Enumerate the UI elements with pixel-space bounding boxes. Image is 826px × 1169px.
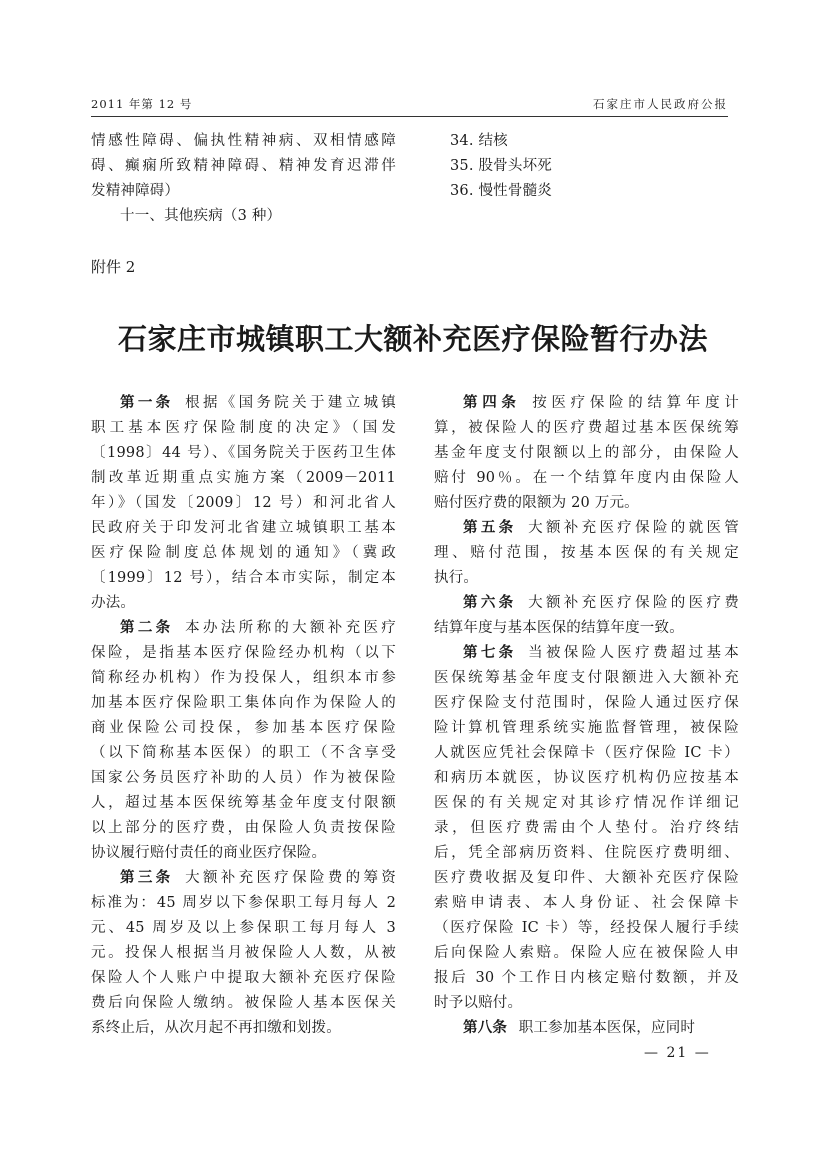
text-line: 时予以赔付。 [434, 995, 523, 1011]
text-line: 协议履行赔付责任的商业医疗保险。 [91, 845, 327, 861]
article-heading: 第四条 [463, 395, 521, 411]
text-line: 医疗保险支付范围时，保险人通过医疗保 [434, 695, 739, 711]
text-line: 录，但医疗费需由个人垫付。治疗终结 [434, 820, 739, 836]
text-line: 基金年度支付限额以上的部分，由保险人 [434, 445, 739, 461]
page-number: — 21 — [644, 1045, 711, 1061]
top-left-continuation [91, 129, 396, 229]
article-heading: 第七条 [463, 645, 517, 661]
text-line: 国家公务员医疗补助的人员）作为被保险 [91, 770, 396, 786]
article-paragraph [91, 391, 396, 616]
text-line [91, 866, 396, 891]
text-line: 〔1999〕12 号），结合本市实际，制定本 [91, 570, 396, 586]
list-item: 36. 慢性骨髓炎 [450, 183, 552, 199]
text-line: 医疗保险制度总体规划的通知》（冀政 [91, 545, 396, 561]
text-line [434, 516, 739, 541]
text-line: 系终止后，从次月起不再扣缴和划拨。 [91, 1020, 341, 1036]
attachment-label: 附件 2 [91, 258, 136, 276]
article-heading: 第二条 [120, 620, 174, 636]
article-paragraph [434, 391, 739, 516]
text-line: 碍、癫痫所致精神障碍、精神发育迟滞伴 [91, 158, 396, 174]
text-line [434, 1016, 739, 1041]
text-line: 职工基本医疗保险制度的决定》（国发 [91, 420, 396, 436]
text-line: 制改革近期重点实施方案（2009－2011 [91, 470, 396, 486]
text-line: 赔付医疗费的限额为 20 万元。 [434, 495, 639, 511]
text-line: （医疗保险 IC 卡）等，经投保人履行手续 [434, 920, 739, 936]
list-item: 34. 结核 [450, 133, 508, 149]
article-text: 本办法所称的大额补充医疗 [185, 620, 396, 636]
list-item: 35. 股骨头坏死 [450, 158, 552, 174]
right-column [434, 391, 739, 1041]
issue-label: 2011 年第 12 号 [91, 97, 193, 111]
text-line: 商业保险公司投保，参加基本医疗保险 [91, 720, 396, 736]
text-line: 简称经办机构）作为投保人，组织本市参 [91, 670, 396, 686]
article-text: 当被保险人医疗费超过基本 [528, 645, 739, 661]
text-line: 人就医应凭社会保障卡（医疗保险 IC 卡） [434, 745, 739, 761]
article-heading: 第三条 [120, 870, 174, 886]
document-title: 石家庄市城镇职工大额补充医疗保险暂行办法 [117, 322, 708, 356]
article-paragraph [91, 616, 396, 866]
article-paragraph [434, 516, 739, 591]
text-line: 元。投保人根据当月被保险人人数，从被 [91, 945, 396, 961]
text-line: 医保统筹基金年度支付限额进入大额补充 [434, 670, 739, 686]
text-line: 保险人个人账户中提取大额补充医疗保险 [91, 970, 396, 986]
text-line: 结算年度与基本医保的结算年度一致。 [434, 620, 684, 636]
article-heading: 第五条 [463, 520, 517, 536]
text-line [434, 391, 739, 416]
article-paragraph [434, 641, 739, 1016]
article-paragraph [91, 866, 396, 1041]
text-line: 〔1998〕44 号）、《国务院关于医药卫生体 [91, 445, 396, 461]
section-heading: 十一、其他疾病（3 种） [120, 208, 282, 224]
text-line: 执行。 [434, 570, 479, 586]
text-line: 和病历本就医，协议医疗机构仍应按基本 [434, 770, 739, 786]
text-line: 后向保险人索赔。保险人应在被保险人申 [434, 945, 739, 961]
text-line: 后，凭全部病历资料、住院医疗费明细、 [434, 845, 739, 861]
text-line: 标准为：45 周岁以下参保职工每月每人 2 [91, 895, 396, 911]
text-line: 理、赔付范围，按基本医保的有关规定 [434, 545, 739, 561]
article-heading: 第八条 [463, 1020, 508, 1036]
left-column [91, 391, 396, 1041]
publication-name: 石家庄市人民政府公报 [593, 97, 728, 111]
disease-list [450, 129, 755, 204]
text-line: 保险，是指基本医疗保险经办机构（以下 [91, 645, 396, 661]
text-line: 报后 30 个工作日内核定赔付数额，并及 [434, 970, 739, 986]
text-line: 发精神障碍） [91, 183, 180, 199]
article-text: 根据《国务院关于建立城镇 [185, 395, 396, 411]
text-line [434, 591, 739, 616]
text-line: 索赔申请表、本人身份证、社会保障卡 [434, 895, 739, 911]
running-header [91, 96, 728, 117]
article-heading: 第一条 [120, 395, 174, 411]
text-line: 险计算机管理系统实施监督管理，被保险 [434, 720, 739, 736]
text-line: 情感性障碍、偏执性精神病、双相情感障 [91, 133, 396, 149]
text-line [91, 616, 396, 641]
text-line: 民政府关于印发河北省建立城镇职工基本 [91, 520, 396, 536]
text-line: 加基本医疗保险职工集体向作为保险人的 [91, 695, 396, 711]
article-paragraph [434, 1016, 739, 1041]
text-line: 以上部分的医疗费，由保险人负责按保险 [91, 820, 396, 836]
text-line: 年）》（国发〔2009〕12 号）和河北省人 [91, 495, 396, 511]
article-text: 大额补充医疗保险费的筹资 [185, 870, 396, 886]
article-text: 大额补充医疗保险的医疗费 [528, 595, 739, 611]
text-line: （以下简称基本医保）的职工（不含享受 [91, 745, 396, 761]
text-line [91, 391, 396, 416]
text-line: 元、45 周岁及以上参保职工每月每人 3 [91, 920, 396, 936]
text-line: 医疗费收据及复印件、大额补充医疗保险 [434, 870, 739, 886]
text-line: 人，超过基本医保统筹基金年度支付限额 [91, 795, 396, 811]
text-line: 费后向保险人缴纳。被保险人基本医保关 [91, 995, 396, 1011]
article-text: 职工参加基本医保，应同时 [518, 1020, 696, 1036]
text-line: 医保的有关规定对其诊疗情况作详细记 [434, 795, 739, 811]
article-paragraph [434, 591, 739, 641]
article-heading: 第六条 [463, 595, 517, 611]
text-line: 赔付 90％。在一个结算年度内由保险人 [434, 470, 739, 486]
article-text: 大额补充医疗保险的就医管 [528, 520, 739, 536]
text-line [434, 641, 739, 666]
article-text: 按医疗保险的结算年度计 [532, 395, 739, 411]
text-line: 算，被保险人的医疗费超过基本医保统筹 [434, 420, 739, 436]
text-line: 办法。 [91, 595, 136, 611]
